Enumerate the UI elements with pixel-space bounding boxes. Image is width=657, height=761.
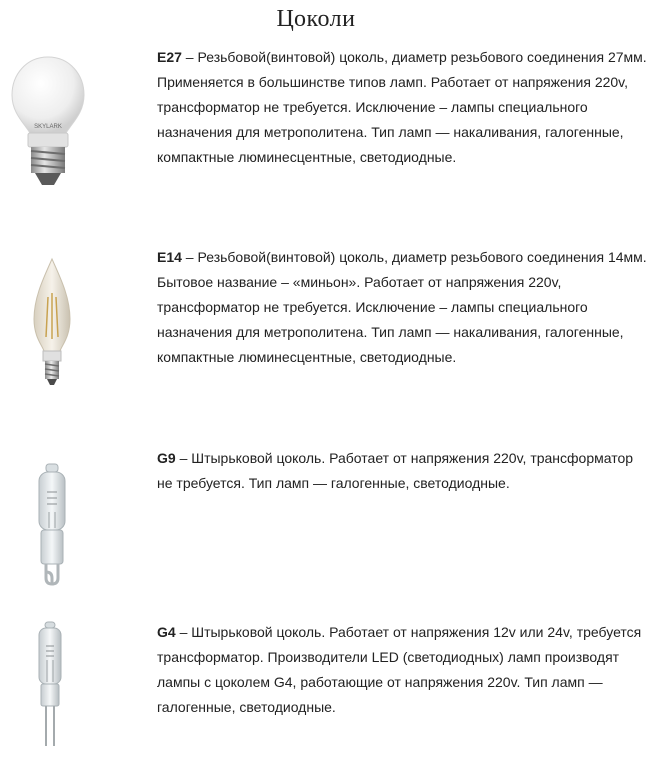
socket-description-g4 [157, 620, 652, 720]
bulb-brand-label: SKYLARK [34, 124, 62, 130]
socket-code-e14: E14 [157, 249, 182, 265]
socket-code-e27: E27 [157, 49, 182, 65]
socket-text-e14: – Резьбовой(винтовой) цоколь, диаметр резьбового соединения 14мм. Бытовое название – «миньон». Работает от напряжения 220v, трансформатор не требуется. Исключение – лампы специального назначения для метрополитена. Тип ламп — накаливания, галогенные, компактные люминесцентные, светодиодные. [157, 249, 647, 365]
socket-code-g4: G4 [157, 624, 176, 640]
socket-description-g9 [157, 446, 652, 496]
socket-description-e27 [157, 45, 652, 170]
g9-capsule-bulb-icon [33, 462, 73, 592]
socket-text-g4: – Штырьковой цоколь. Работает от напряжения 12v или 24v, требуется трансформатор. Производители LED (светодиодных) ламп производят лампы с цоколем G4, работающие от напряжения 220v. Тип ламп — галогенные, светодиодные. [157, 624, 642, 715]
socket-text-g9: – Штырьковой цоколь. Работает от напряжения 220v, трансформатор не требуется. Тип ламп — галогенные, светодиодные. [157, 450, 634, 491]
socket-text-e27: – Резьбовой(винтовой) цоколь, диаметр резьбового соединения 27мм. Применяется в большинстве типов ламп. Работает от напряжения 220v, трансформатор не требуется. Исключение – лампы специального назначения для метрополитена. Тип ламп — накаливания, галогенные, компактные люминесцентные, светодиодные. [157, 49, 647, 165]
g4-capsule-bulb-icon [33, 620, 69, 755]
e27-bulb-icon [8, 55, 88, 195]
socket-description-e14 [157, 245, 652, 370]
page-title: Цоколи [276, 6, 356, 32]
socket-code-g9: G9 [157, 450, 176, 466]
e14-candle-bulb-icon [30, 257, 74, 392]
